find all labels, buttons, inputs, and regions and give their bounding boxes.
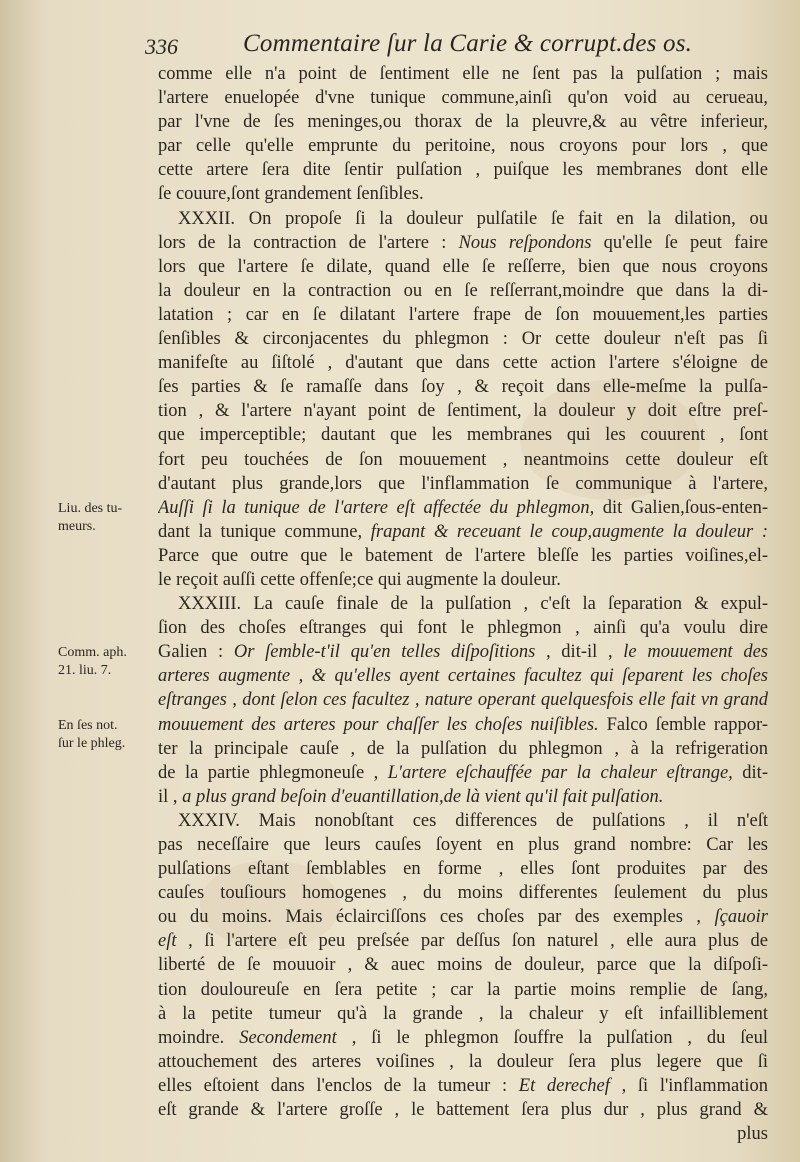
text-line	[158, 713, 768, 737]
margin-note-en-ses-not	[58, 717, 158, 753]
text-segment: manifeſte au ſiſtolé , d'autant que dans cette action l'artere s'éloigne de	[158, 353, 768, 374]
text-line	[158, 207, 768, 231]
text-segment: Galien :	[158, 642, 234, 663]
text-line	[158, 134, 768, 158]
text-segment: XXXII. On propoſe ſi la douleur pulſatile ſe fait en la dilation, ou	[178, 208, 768, 229]
text-line	[158, 664, 768, 688]
margin-note-line: Liu. des tu-	[58, 500, 123, 516]
text-segment: ſenſibles & circonjacentes du phlegmon : Or cette douleur n'eſt pas ſi	[158, 329, 768, 350]
italic-segment: L'artere eſchauffée par la chaleur eſtrange,	[387, 762, 733, 783]
text-line	[158, 737, 768, 761]
text-segment: comme elle n'a point de ſentiment elle ne ſent pas la pulſation ; mais	[158, 64, 768, 84]
text-line	[158, 351, 768, 375]
italic-segment: Nous reſpondons	[458, 232, 592, 253]
text-segment: latation ; car en ſe dilatant l'artere frape de ſon mouuement,les parties	[158, 304, 768, 325]
italic-segment: eſtranges , dont ſelon ces facultez , nature operant quelquesfois elle fait vn grand	[158, 690, 768, 711]
text-segment: Falco ſemble rappor-	[598, 714, 768, 735]
text-segment: ou du moins. Mais éclairciſſons ces choſes par des exemples ,	[158, 907, 715, 928]
text-line	[158, 327, 768, 351]
text-segment: , ſi l'artere eſt peu preſsée par deſſus ſon naturel , elle aura plus de	[176, 931, 768, 952]
text-segment: , ſi l'inflammation	[609, 1075, 768, 1096]
italic-segment: arteres augmente , & qu'elles ayent certaines facultez qui ſeparent les choſes	[158, 666, 768, 687]
text-line	[158, 978, 768, 1002]
text-segment: dit Galien,ſous-enten-	[594, 497, 768, 518]
text-line	[158, 592, 768, 616]
text-line	[158, 62, 768, 86]
italic-segment: a plus grand beſoin d'euantillation,de là vient qu'il fait pulſation.	[182, 786, 664, 807]
text-line	[158, 1098, 768, 1122]
text-segment: tion douloureuſe en ſera petite ; car la partie moins remplie de ſang,	[158, 979, 768, 1000]
text-segment: lors de la contraction de l'artere :	[158, 232, 459, 253]
text-line	[158, 86, 768, 110]
italic-segment: eſt	[158, 931, 177, 952]
text-segment: qu'elle ſe peut faire	[591, 232, 768, 253]
margin-note-line: ſur le phleg.	[58, 735, 126, 751]
text-segment: cette artere ſera dite ſentir pulſation , puiſque les membranes dont elle	[158, 160, 768, 181]
text-segment: plus	[737, 1124, 768, 1145]
text-line	[158, 616, 768, 640]
text-segment: , ſi le phlegmon ſouffre la pulſation , du ſeul	[336, 1027, 768, 1048]
text-segment: XXXIV. Mais nonobſtant ces differences de pulſations , il n'eſt	[178, 810, 768, 831]
text-segment: liberté de ſe mouuoir , & auec moins de douleur, parce que la diſpoſi-	[158, 955, 768, 976]
margin-note-liu-des-tumeurs	[58, 500, 158, 536]
text-line	[158, 303, 768, 327]
text-line	[158, 761, 768, 785]
text-segment: par l'vne de ſes meninges,ou thorax de la pleuvre,& au vêtre inferieur,	[158, 112, 768, 133]
text-line	[158, 785, 768, 809]
margin-note-comm-aph	[58, 644, 158, 680]
text-line	[158, 448, 768, 472]
text-line	[158, 809, 768, 833]
text-segment: tion , & l'artere n'ayant point de ſentiment, la douleur y doit eſtre preſ-	[158, 401, 768, 422]
text-segment: à la petite tumeur qu'à la grande , la chaleur y eſt infailliblement	[158, 1003, 768, 1024]
text-segment: cauſes touſiours homogenes , du moins differentes ſeulement du plus	[158, 883, 768, 904]
text-line	[158, 231, 768, 255]
text-line	[158, 158, 768, 182]
text-line	[158, 929, 768, 953]
text-line	[158, 1002, 768, 1026]
margin-note-line: Comm. aph.	[58, 645, 127, 661]
text-segment: Parce que outre que le batement de l'artere bleſſe les parties voiſines,el-	[158, 545, 768, 566]
text-line	[158, 110, 768, 134]
text-line	[158, 255, 768, 279]
text-segment: lors que l'artere ſe dilate, quand elle ſe reſſerre, bien que nous croyons	[158, 256, 768, 277]
text-segment: d'autant plus grande,lors que l'inflammation ſe communique à l'artere,	[158, 473, 768, 494]
text-line	[158, 279, 768, 303]
margin-note-line: meurs.	[58, 518, 96, 534]
text-line	[158, 688, 768, 712]
italic-segment: Et derechef	[518, 1075, 610, 1096]
text-line	[158, 496, 768, 520]
text-line	[158, 1050, 768, 1074]
text-segment: ter la principale cauſe , de la pulſation du phlegmon , à la refrigeration	[158, 738, 768, 759]
text-line	[158, 905, 768, 929]
italic-segment: Or ſemble-t'il qu'en telles diſpoſitions ,	[233, 642, 551, 663]
page-number: 336	[145, 34, 178, 59]
text-segment: pas neceſſaire que leurs cauſes ſoyent en plus grand nombre: Car les	[158, 835, 768, 855]
page-header	[145, 22, 785, 62]
text-line	[158, 423, 768, 447]
text-segment: dant la tunique commune,	[158, 521, 371, 542]
text-segment: eſt grande & l'artere groſſe , le battement ſera plus dur , plus grand &	[158, 1100, 768, 1121]
text-segment: ſe couure,ſont grandement ſenſibles.	[158, 184, 424, 205]
text-segment: attouchement des arteres voiſines , la douleur ſera plus legere que ſi	[158, 1051, 768, 1072]
italic-segment: frapant & receuant le coup,augmente la douleur :	[370, 521, 768, 542]
text-segment: la douleur en la contraction ou en ſe reſſerrant,moindre que dans la di-	[158, 280, 768, 301]
text-segment: pulſations eſtant ſemblables en forme , elles ſont produites par des	[158, 859, 768, 880]
text-line	[158, 1026, 768, 1050]
text-line	[158, 1074, 768, 1098]
text-segment: il ,	[158, 786, 183, 807]
text-segment: ſes parties & ſe ramaſſe dans ſoy , & reçoit dans elle-meſme la pulſa-	[158, 377, 768, 398]
text-line	[158, 399, 768, 423]
text-segment: dit-il ,	[550, 642, 624, 663]
text-segment: par celle qu'elle emprunte du peritoine, nous croyons pour lors , que	[158, 136, 768, 157]
text-line	[158, 520, 768, 544]
text-segment: dit-	[732, 762, 768, 783]
italic-segment: Auſſi ſi la tunique de l'artere eſt affectée du phlegmon,	[158, 497, 595, 518]
text-line	[158, 953, 768, 977]
text-line	[158, 857, 768, 881]
margin-note-line: 21. liu. 7.	[58, 663, 112, 679]
text-line	[158, 833, 768, 857]
text-segment: XXXIII. La cauſe finale de la pulſation , c'eſt la ſeparation & expul-	[178, 594, 768, 615]
text-line	[158, 182, 768, 206]
text-line	[158, 881, 768, 905]
text-line	[158, 640, 768, 664]
text-line	[158, 544, 768, 568]
running-head: Commentaire ſur la Carie & corrupt.des os.	[243, 30, 693, 57]
italic-segment: ſçauoir	[714, 907, 768, 928]
italic-segment: mouuement des arteres pour chaſſer les choſes nuiſibles.	[158, 714, 599, 735]
italic-segment: Secondement	[239, 1027, 337, 1048]
text-segment: le reçoit auſſi cette offenſe;ce qui augmente la douleur.	[158, 569, 561, 590]
text-line	[158, 472, 768, 496]
italic-segment: le mouuement des	[623, 642, 768, 663]
body-text	[158, 62, 768, 1146]
text-segment: elles eſtoient dans l'enclos de la tumeur :	[158, 1075, 519, 1096]
margin-note-line: En ſes not.	[58, 717, 118, 733]
text-segment: ſion des choſes eſtranges qui font le phlegmon , ainſi qu'a voulu dire	[158, 618, 768, 639]
text-segment: que imperceptible; dautant que les membranes qui les couurent , ſont	[158, 425, 768, 446]
text-segment: de la partie phlegmoneuſe ,	[158, 762, 388, 783]
text-line	[158, 568, 768, 592]
text-line	[158, 1122, 768, 1146]
text-segment: fort peu touchées de ſon mouuement , neantmoins cette douleur eſt	[158, 449, 768, 470]
text-segment: l'artere enuelopée d'vne tunique commune,ainſi qu'on void au cerueau,	[158, 88, 768, 109]
text-line	[158, 375, 768, 399]
text-segment: moindre.	[158, 1027, 240, 1048]
